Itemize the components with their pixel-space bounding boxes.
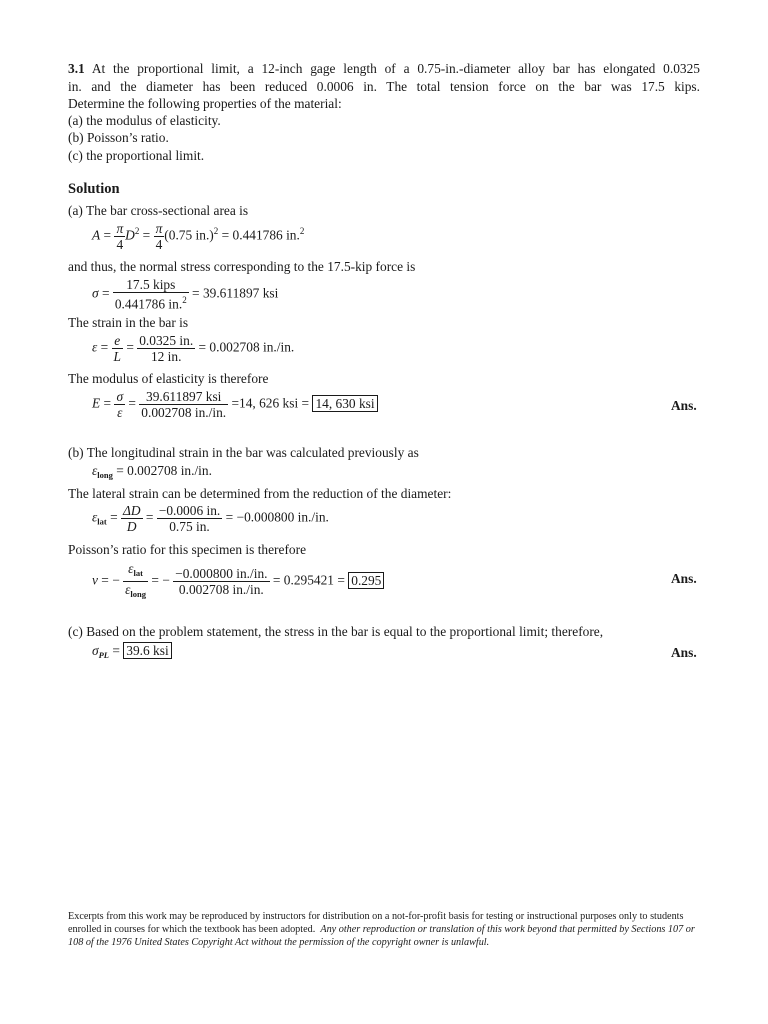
problem-part-c: (c) the proportional limit. — [68, 148, 205, 163]
poisson-answer-box: 0.295 — [348, 572, 384, 589]
problem-part-b: (b) Poisson’s ratio. — [68, 130, 169, 145]
stress-intro: and thus, the normal stress corresponding to the 17.5-kip force is — [68, 259, 416, 274]
pl-answer-box: 39.6 ksi — [123, 642, 171, 659]
lateral-intro: The lateral strain can be determined from the reduction of the diameter: — [68, 486, 452, 501]
poisson-equation: ν = − $\frac{\varepsilon_{lat}}{\varepsilon_{long}}$ = − $\frac{-0.000800 in./in.}{0.002708 in./in.}$ = 0.295421 = 0.295 — [92, 561, 384, 602]
problem-text-1: At the proportional limit, a 12-inch gage length of a 0.75-in.-diameter alloy bar has elongated 0.0325 — [91, 61, 701, 76]
problem-number: 3.1 — [68, 61, 85, 76]
problem-part-a: (a) the modulus of elasticity. — [68, 113, 221, 128]
problem-line-1 — [68, 61, 700, 77]
proportional-limit-equation: $\sigma_{PL} = 39.6$ ksi — [92, 643, 172, 660]
copyright-footer — [68, 910, 700, 949]
problem-line-2: in. and the diameter has been reduced 0.0006 in. The total tension force on the bar was 17.5 kips. — [68, 79, 700, 94]
footer-text: Excerpts from this work may be reproduced by instructors for distribution on a not-for-profit basis for testing or instructional purposes only to students enrolled in courses for which the textbook has been adopted. — [68, 911, 684, 935]
modulus-answer-box: 14, 630 ksi — [312, 395, 377, 412]
problem-line-3: Determine the following properties of the material: — [68, 96, 342, 111]
poisson-intro: Poisson’s ratio for this specimen is therefore — [68, 542, 307, 557]
strain-intro: The strain in the bar is — [68, 315, 189, 330]
pl-ans-label: Ans. — [671, 645, 697, 660]
part-a-intro: (a) The bar cross-sectional area is — [68, 203, 249, 218]
modulus-equation: E = $\frac{\sigma}{\varepsilon}$ = $\frac{\text{39.611897 ksi}}{0.002708 in./in.}$ =14, 626 ksi = 14, 630 ksi — [92, 389, 378, 420]
part-c-intro: (c) Based on the problem statement, the stress in the bar is equal to the proportional limit; therefore, — [68, 624, 604, 639]
stress-equation: σ = $\frac{\text{17.5 kips}}{0.441786 in.^2}$ = 39.611897 ksi — [92, 277, 279, 312]
modulus-intro: The modulus of elasticity is therefore — [68, 371, 269, 386]
poisson-ans-label: Ans. — [671, 571, 697, 586]
area-equation: A = $\frac{\pi}{4}$ $D^2$ = $\frac{\pi}{4}$ (0.75 in.)$^2$ = 0.441786 in.$^2$ — [92, 221, 305, 252]
solution-heading: Solution — [68, 181, 120, 197]
strain-equation: ε = $\frac{e}{L}$ = $\frac{0.0325 in.}{12 in.}$ = 0.002708 in./in. — [92, 333, 295, 364]
long-strain-equation: $\varepsilon_{long} = 0.002708$ in./in. — [92, 463, 212, 480]
footer-italic-text: Any other reproduction or translation of this work beyond that permitted by Sections 107 or 108 of the 1976 United States Copyright Act without the permission of the copyright owner is unlawful. — [68, 924, 695, 948]
lateral-strain-equation: $\varepsilon_{lat}$ = $\frac{\Delta D}{D}$ = $\frac{-0.0006 in.}{0.75 in.}$ = −0.000800 in./in. — [92, 503, 329, 534]
modulus-ans-label: Ans. — [671, 398, 697, 413]
part-b-intro: (b) The longitudinal strain in the bar was calculated previously as — [68, 445, 419, 460]
